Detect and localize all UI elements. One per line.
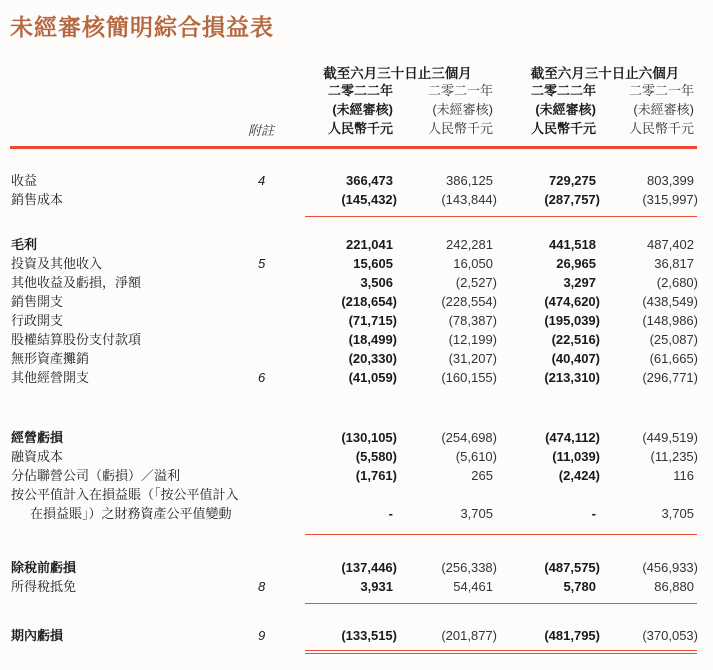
table-row	[0, 330, 713, 349]
row-label: 收益	[11, 173, 38, 188]
row-value: (148,986)	[642, 313, 698, 328]
row-value: (296,771)	[642, 370, 698, 385]
column-unit: 人民幣千元	[628, 121, 694, 136]
table-row	[0, 235, 713, 254]
period-header-three-months: 截至六月三十日止三個月	[323, 66, 472, 81]
row-value: (31,207)	[448, 351, 497, 366]
row-value: -	[591, 506, 596, 521]
row-value: 116	[673, 468, 694, 483]
row-value: (5,610)	[455, 449, 497, 464]
row-value: (228,554)	[441, 294, 497, 309]
row-value: (130,105)	[341, 430, 397, 445]
row-value: (201,877)	[441, 628, 497, 643]
row-note: 8	[258, 579, 266, 594]
column-status: (未經審核)	[633, 102, 694, 117]
row-label: 按公平值計入在損益賬（「按公平值計入	[11, 487, 239, 502]
page-title: 未經審核簡明綜合損益表	[10, 14, 274, 40]
row-label: 分佔聯營公司（虧損）／溢利	[11, 468, 181, 483]
row-value: (78,387)	[448, 313, 497, 328]
total-rule-bottom	[305, 653, 697, 654]
row-value: (474,112)	[545, 430, 600, 445]
note-column-header: 附註	[248, 123, 275, 138]
row-value: (5,580)	[355, 449, 397, 464]
row-value: 5,780	[563, 579, 596, 594]
row-value: 86,880	[654, 579, 694, 594]
table-row	[0, 447, 713, 466]
row-label: 銷售成本	[11, 192, 64, 207]
column-status: (未經審核)	[535, 102, 596, 117]
row-value: (449,519)	[642, 430, 698, 445]
row-value: 221,041	[346, 237, 393, 252]
table-row	[0, 577, 713, 596]
row-value: (1,761)	[355, 468, 397, 483]
column-header-3	[531, 81, 596, 138]
row-value: (61,665)	[649, 351, 698, 366]
row-value: 3,705	[460, 506, 493, 521]
row-value: (218,654)	[341, 294, 397, 309]
row-label: 經營虧損	[11, 430, 64, 445]
row-value: 3,705	[661, 506, 694, 521]
row-label: 無形資產攤銷	[11, 351, 90, 366]
column-year: 二零二二年	[530, 83, 596, 98]
table-row	[0, 626, 713, 645]
row-value: 36,817	[654, 256, 694, 271]
column-status: (未經審核)	[432, 102, 493, 117]
row-value: (22,516)	[551, 332, 600, 347]
row-label: 其他經營開支	[11, 370, 90, 385]
row-value: (20,330)	[348, 351, 397, 366]
row-note: 9	[258, 628, 266, 643]
total-rule-top	[305, 650, 697, 651]
table-row	[0, 190, 713, 209]
row-value: 441,518	[549, 237, 596, 252]
row-note: 4	[258, 173, 266, 188]
table-row	[0, 349, 713, 368]
row-value: (143,844)	[441, 192, 497, 207]
row-value: (40,407)	[551, 351, 600, 366]
table-row	[0, 171, 713, 190]
row-label: 股權結算股份支付款項	[11, 332, 142, 347]
subtotal-rule	[305, 216, 697, 217]
column-header-1	[328, 81, 393, 138]
row-value: (71,715)	[348, 313, 397, 328]
row-value: (474,620)	[544, 294, 600, 309]
row-label: 所得稅抵免	[11, 579, 77, 594]
row-value: 265	[471, 468, 493, 483]
row-note: 5	[258, 256, 266, 271]
row-value: (195,039)	[544, 313, 600, 328]
row-value: (145,432)	[341, 192, 397, 207]
row-label: 除稅前虧損	[11, 560, 77, 575]
row-value: (456,933)	[642, 560, 698, 575]
row-value: 803,399	[647, 173, 694, 188]
row-value: (256,338)	[441, 560, 497, 575]
row-label: 其他收益及虧損，淨額	[11, 275, 142, 290]
column-status: (未經審核)	[332, 102, 393, 117]
column-unit: 人民幣千元	[327, 121, 393, 136]
row-value: (481,795)	[544, 628, 600, 643]
row-value: (287,757)	[544, 192, 600, 207]
row-value: (213,310)	[544, 370, 600, 385]
row-label: 銷售開支	[11, 294, 64, 309]
row-value: -	[388, 506, 393, 521]
row-value: (133,515)	[341, 628, 397, 643]
row-value: 487,402	[647, 237, 694, 252]
column-header-4	[629, 81, 694, 138]
subtotal-rule	[305, 534, 697, 535]
row-value: (137,446)	[341, 560, 397, 575]
table-row	[0, 368, 713, 387]
row-value: (18,499)	[348, 332, 397, 347]
column-unit: 人民幣千元	[530, 121, 596, 136]
table-row	[0, 254, 713, 273]
column-unit: 人民幣千元	[427, 121, 493, 136]
row-value: 242,281	[446, 237, 493, 252]
row-value: (2,680)	[656, 275, 698, 290]
period-header-six-months: 截至六月三十日止六個月	[530, 66, 680, 81]
row-value: (370,053)	[642, 628, 698, 643]
row-value: 366,473	[346, 173, 393, 188]
column-year: 二零二一年	[628, 83, 694, 98]
row-label: 毛利	[11, 237, 38, 252]
column-header-2	[428, 81, 493, 138]
row-label: 投資及其他收入	[11, 256, 103, 271]
row-value: (25,087)	[649, 332, 698, 347]
row-value: (315,997)	[642, 192, 698, 207]
row-label: 行政開支	[11, 313, 64, 328]
row-value: (11,039)	[552, 449, 600, 464]
row-value: (487,575)	[544, 560, 600, 575]
row-value: (160,155)	[441, 370, 497, 385]
row-value: 729,275	[549, 173, 596, 188]
row-label-continued: 在損益賬」）之財務資產公平值變動	[30, 506, 232, 521]
row-value: (11,235)	[650, 449, 698, 464]
row-label: 融資成本	[11, 449, 64, 464]
subtotal-rule	[305, 603, 697, 604]
table-row	[0, 292, 713, 311]
table-row	[0, 558, 713, 577]
row-note: 6	[258, 370, 266, 385]
row-value: 26,965	[556, 256, 596, 271]
table-row	[0, 273, 713, 292]
row-value: 386,125	[446, 173, 493, 188]
row-value: 3,931	[360, 579, 393, 594]
table-row	[0, 428, 713, 447]
row-value: 3,506	[360, 275, 393, 290]
table-row	[0, 485, 713, 521]
table-row	[0, 311, 713, 330]
column-year: 二零二一年	[427, 83, 493, 98]
row-value: (254,698)	[441, 430, 497, 445]
header-rule	[10, 146, 697, 149]
row-label: 期內虧損	[11, 628, 64, 643]
row-value: (2,527)	[455, 275, 497, 290]
table-row	[0, 466, 713, 485]
row-value: 54,461	[453, 579, 493, 594]
column-year: 二零二二年	[327, 83, 393, 98]
row-value: 15,605	[353, 256, 393, 271]
row-value: (12,199)	[448, 332, 497, 347]
row-value: 3,297	[563, 275, 596, 290]
row-value: 16,050	[453, 256, 493, 271]
row-value: (41,059)	[348, 370, 397, 385]
row-value: (2,424)	[558, 468, 600, 483]
row-value: (438,549)	[642, 294, 698, 309]
